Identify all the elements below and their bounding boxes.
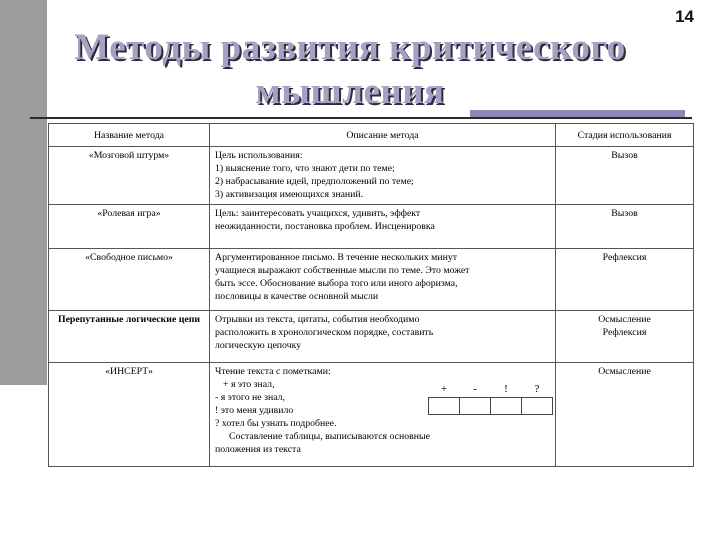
table-header-row	[49, 124, 694, 147]
desc-line: - я этого не знал,	[215, 392, 285, 403]
method-description	[210, 311, 556, 363]
desc-line: быть эссе. Обоснование выбора того или иного афоризма,	[215, 278, 458, 289]
table-row	[49, 147, 694, 205]
header-method-name: Название метода	[49, 124, 210, 147]
insert-symbol: -	[460, 381, 491, 398]
method-description	[210, 147, 556, 205]
desc-line: Составление таблицы, выписываются основные	[229, 431, 430, 442]
desc-line: Отрывки из текста, цитаты, события необходимо	[215, 314, 420, 325]
table-row	[49, 311, 694, 363]
insert-marks-table	[428, 381, 553, 415]
method-name: Перепутанные логические цепи	[49, 311, 210, 363]
table-row	[49, 249, 694, 311]
usage-stage: Рефлексия	[556, 249, 694, 311]
insert-cell	[460, 398, 491, 415]
insert-cell	[429, 398, 460, 415]
method-name: «Мозговой штурм»	[49, 147, 210, 205]
desc-line: ! это меня удивило	[215, 405, 294, 416]
method-description	[210, 363, 556, 467]
method-description	[210, 205, 556, 249]
title-divider	[30, 117, 692, 119]
insert-symbol: ?	[522, 381, 553, 398]
desc-line: Аргументированное письмо. В течение нескольких минут	[215, 252, 458, 263]
insert-symbol: !	[491, 381, 522, 398]
usage-stage: Осмысление	[556, 363, 694, 467]
desc-line: неожиданности, постановка проблем. Инсценировка	[215, 221, 435, 232]
desc-line: логическую цепочку	[215, 340, 302, 351]
usage-stage: Вызов	[556, 205, 694, 249]
desc-line: пословицы в качестве основной мысли	[215, 291, 379, 302]
desc-line: расположить в хронологическом порядке, составить	[215, 327, 434, 338]
header-method-description: Описание метода	[210, 124, 556, 147]
desc-line: учащиеся выражают собственные мысли по теме. Это может	[215, 265, 470, 276]
desc-line: 2) набрасывание идей, предположений по теме;	[215, 176, 414, 187]
desc-line: ? хотел бы узнать подробнее.	[215, 418, 337, 429]
method-description	[210, 249, 556, 311]
usage-stage: Вызов	[556, 147, 694, 205]
desc-line: Цель: заинтересовать учащихся, удивить, эффект	[215, 208, 421, 219]
method-name: «ИНСЕРТ»	[49, 363, 210, 467]
title-accent-rule	[470, 110, 685, 117]
desc-line: 3) активизация имеющихся знаний.	[215, 189, 364, 200]
desc-line: + я это знал,	[223, 379, 275, 390]
slide-number: 14	[675, 7, 694, 26]
header-usage-stage: Стадия использования	[556, 124, 694, 147]
table-row	[49, 363, 694, 467]
method-name: «Свободное письмо»	[49, 249, 210, 311]
insert-cell	[522, 398, 553, 415]
insert-cell	[491, 398, 522, 415]
stage-line: Осмысление	[598, 314, 651, 325]
desc-line: положения из текста	[215, 444, 301, 455]
desc-line: 1) выяснение того, что знают дети по теме;	[215, 163, 395, 174]
method-name: «Ролевая игра»	[49, 205, 210, 249]
methods-table	[48, 123, 694, 467]
insert-symbol: +	[429, 381, 460, 398]
table-row	[49, 205, 694, 249]
desc-line: Цель использования:	[215, 150, 303, 161]
stage-line: Рефлексия	[602, 327, 647, 338]
slide-title: Методы развития критического мышления	[74, 27, 626, 112]
usage-stage	[556, 311, 694, 363]
left-decor-bar	[0, 0, 47, 385]
desc-line: Чтение текста с пометками:	[215, 366, 331, 377]
